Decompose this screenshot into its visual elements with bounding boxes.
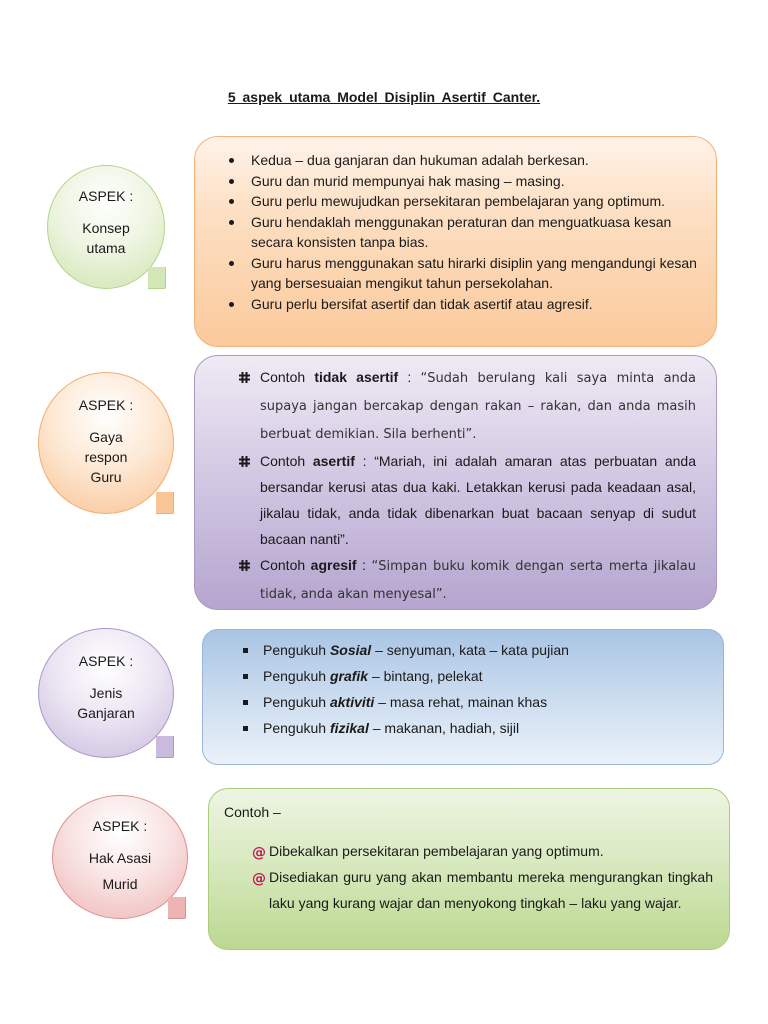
example-sep: : bbox=[354, 453, 375, 469]
aspect-bubble-jenis-ganjaran bbox=[38, 628, 174, 758]
list-item: Guru dan murid mempunyai hak masing – masing. bbox=[227, 171, 706, 192]
list-item: Guru perlu bersifat asertif dan tidak asertif atau agresif. bbox=[227, 294, 706, 315]
example-quote: “Sudah berulang kali saya minta anda supaya jangan bercakap dengan rakan – rakan, dan anda masih berbuat demikian. Sila berhenti”. bbox=[260, 371, 697, 442]
list-item bbox=[252, 838, 713, 864]
aspect-label: utama bbox=[86, 240, 126, 256]
aspect-label: Gaya bbox=[89, 429, 123, 445]
example-quote: “Mariah, ini adalah amaran atas perbuatan anda bersandar kerusi atas dua kaki. Letakkan kerusi pada keadaan asal, jikalau tidak, anda tidak dibenarkan buat bacaan senyap di sudut bacaan nanti”. bbox=[260, 453, 696, 547]
list-item: Guru harus menggunakan satu hirarki disiplin yang mengandungi kesan yang bersesuaian mengikut tahun persekolahan. bbox=[227, 253, 706, 294]
list-item bbox=[252, 864, 713, 916]
item-term: fizikal bbox=[329, 720, 369, 736]
list-item: Guru hendaklah menggunakan peraturan dan menguatkuasa kesan secara konsisten tanpa bias. bbox=[227, 212, 706, 253]
example-quote: “Simpan buku komik dengan serta merta jikalau tidak, anda akan menyesal”. bbox=[260, 559, 696, 602]
item-rest: – masa rehat, mainan khas bbox=[374, 694, 548, 710]
box-lead: Contoh – bbox=[224, 804, 281, 820]
aspect-label: Konsep bbox=[82, 220, 130, 236]
item-rest: – makanan, hadiah, sijil bbox=[368, 720, 520, 736]
square-bullet-icon bbox=[239, 560, 250, 571]
jenis-ganjaran-box bbox=[202, 629, 724, 765]
bubble-tail bbox=[156, 492, 174, 514]
item-text: Dibekalkan persekitaran pembelajaran yang optimum. bbox=[269, 843, 604, 859]
example-item bbox=[235, 448, 696, 552]
example-term: tidak asertif bbox=[314, 369, 399, 385]
bubble-tail bbox=[156, 736, 174, 758]
aspect-label: Ganjaran bbox=[77, 705, 135, 721]
example-term: agresif bbox=[310, 557, 357, 573]
list-item: Kedua – dua ganjaran dan hukuman adalah berkesan. bbox=[227, 150, 706, 171]
aspect-heading: ASPEK : bbox=[78, 653, 134, 669]
bubble-tail bbox=[168, 897, 186, 919]
item-prefix: Pengukuh bbox=[263, 694, 330, 710]
example-sep: : bbox=[398, 369, 421, 385]
hak-asasi-box bbox=[208, 788, 730, 950]
square-bullet-icon bbox=[239, 456, 250, 467]
aspect-heading: ASPEK : bbox=[92, 818, 148, 834]
item-text: Disediakan guru yang akan membantu mereka mengurangkan tingkah laku yang kurang wajar dan menyokong tingkah – laku yang wajar. bbox=[269, 869, 713, 911]
aspect-label: Hak Asasi bbox=[88, 850, 152, 866]
example-sep: : bbox=[356, 557, 372, 573]
aspect-label: Murid bbox=[102, 876, 138, 892]
list-item bbox=[241, 637, 713, 663]
aspect-heading: ASPEK : bbox=[78, 397, 134, 413]
swirl-bullet-icon: @ bbox=[252, 871, 266, 887]
example-prefix: Contoh bbox=[260, 557, 311, 573]
example-prefix: Contoh bbox=[260, 453, 313, 469]
square-bullet-icon bbox=[239, 372, 250, 383]
item-term: grafik bbox=[329, 668, 369, 684]
list-item bbox=[241, 715, 713, 741]
swirl-bullet-icon: @ bbox=[252, 845, 266, 861]
aspect-bubble-gaya-respon-guru bbox=[38, 372, 174, 514]
aspect-label: Jenis bbox=[89, 685, 123, 701]
item-rest: – senyuman, kata – kata pujian bbox=[371, 642, 569, 658]
list-item: Guru perlu mewujudkan persekitaran pembelajaran yang optimum. bbox=[227, 191, 706, 212]
example-term: asertif bbox=[312, 453, 355, 469]
item-rest: – bintang, pelekat bbox=[368, 668, 483, 684]
example-item bbox=[235, 552, 696, 608]
item-term: aktiviti bbox=[329, 694, 375, 710]
item-prefix: Pengukuh bbox=[263, 720, 330, 736]
example-item bbox=[235, 364, 696, 448]
item-term: Sosial bbox=[329, 642, 372, 658]
list-item bbox=[241, 663, 713, 689]
example-prefix: Contoh bbox=[260, 369, 315, 385]
list-item bbox=[241, 689, 713, 715]
aspect-label: Guru bbox=[90, 469, 122, 485]
bubble-tail bbox=[148, 267, 166, 289]
item-prefix: Pengukuh bbox=[263, 668, 330, 684]
page-title: 5 aspek utama Model Disiplin Asertif Canter. bbox=[227, 89, 541, 105]
konsep-utama-box bbox=[194, 136, 717, 347]
item-prefix: Pengukuh bbox=[263, 642, 330, 658]
aspect-label: respon bbox=[84, 449, 128, 465]
gaya-respon-box bbox=[194, 355, 717, 610]
aspect-heading: ASPEK : bbox=[78, 188, 134, 204]
